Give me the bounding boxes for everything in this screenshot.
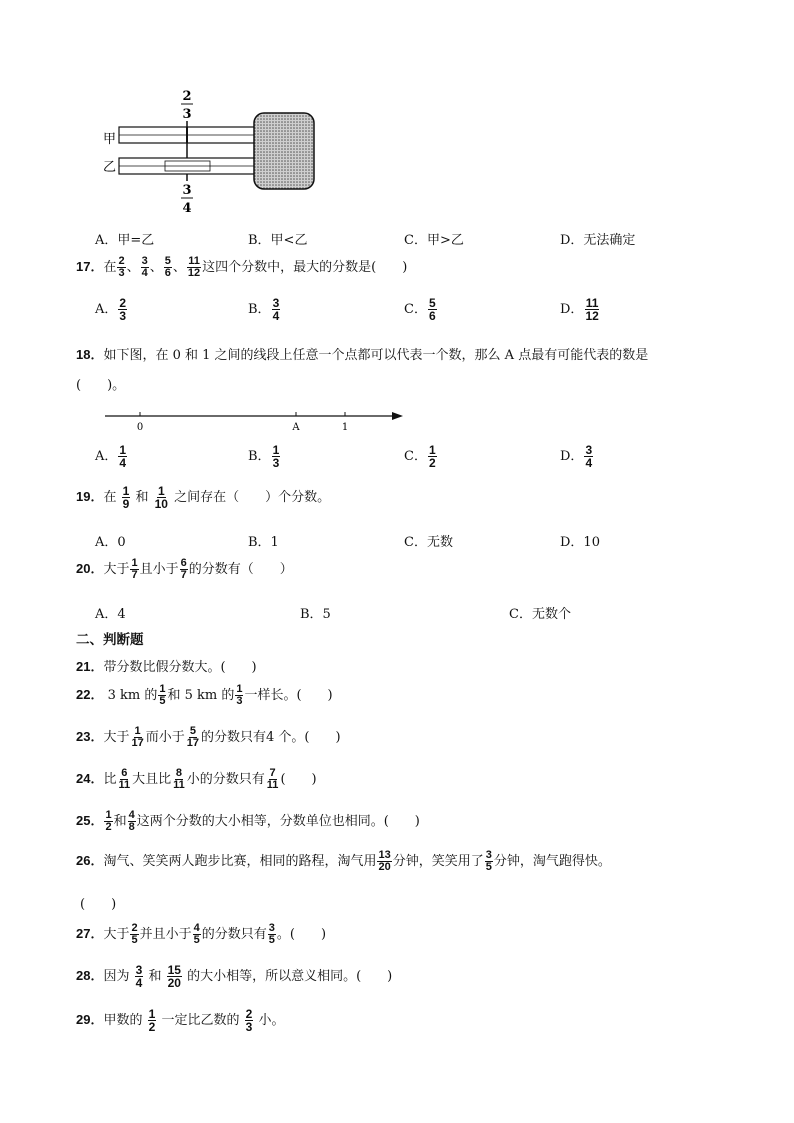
question-number: 18． xyxy=(76,347,104,362)
question-number: 19． xyxy=(76,489,104,504)
fraction: $\frac{5}{6}$ xyxy=(164,255,171,279)
q17-option-d[interactable]: D． $\frac{11}{12}$ xyxy=(560,296,599,323)
question-22: 22． 3 km 的 $\frac{1}{5}$ 和 5 km 的 $\frac{1}{3}$ 一样长。( ) xyxy=(76,683,333,707)
fraction: $\frac{3}{4}$ xyxy=(141,255,148,279)
question-29: 29．甲数的 $\frac{1}{2}$ 一定比乙数的 $\frac{2}{3}$ 小。 xyxy=(76,1007,285,1034)
fig-top-frac-den: 3 xyxy=(182,107,192,122)
question-23: 23．大于 $\frac{1}{17}$ 而小于 $\frac{5}{17}$ 的分数只有4 个。( ) xyxy=(76,725,341,749)
q19-option-d[interactable]: D．10 xyxy=(560,535,600,550)
line-label-one: 1 xyxy=(341,422,349,433)
q20-option-c[interactable]: C．无数个 xyxy=(509,607,571,622)
question-21: 21．带分数比假分数大。( ) xyxy=(76,659,257,675)
question-25: 25． $\frac{1}{2}$ 和 $\frac{4}{8}$ 这两个分数的大小相等，分数单位也相同。( ) xyxy=(76,809,420,833)
line-label-zero: 0 xyxy=(136,422,144,433)
q19-option-c[interactable]: C．无数 xyxy=(404,535,453,550)
question-27: 27．大于 $\frac{2}{5}$ 并且小于 $\frac{4}{5}$ 的分数只有 $\frac{3}{5}$ 。( ) xyxy=(76,922,327,946)
question-number: 20． xyxy=(76,561,104,576)
fraction: $\frac{2}{3}$ xyxy=(118,255,125,279)
q17-option-a[interactable]: A． $\frac{2}{3}$ xyxy=(95,296,127,323)
fig-label-jia: 甲 xyxy=(103,132,117,147)
fig-label-yi: 乙 xyxy=(103,160,117,175)
q18-option-b[interactable]: B． $\frac{1}{3}$ xyxy=(248,443,280,470)
question-number: 17． xyxy=(76,259,104,274)
q16-option-a[interactable]: A．甲=乙 xyxy=(95,233,155,248)
question-19: 19．在 $\frac{1}{9}$ 和 $\frac{1}{10}$ 之间存在（ ）个分数。 xyxy=(76,484,331,511)
question-26: 26．淘气、笑笑两人跑步比赛，相同的路程，淘气用 $\frac{13}{20}$ 分钟，笑笑用了 $\frac{3}{5}$ 分钟，淘气跑得快。 xyxy=(76,849,611,873)
fig-top-frac-num: 2 xyxy=(182,89,192,104)
figure-16 xyxy=(95,85,325,215)
section-heading-judgement: 二、判断题 xyxy=(76,632,144,648)
fraction: $\frac{11}{12}$ xyxy=(187,255,201,279)
q18-option-d[interactable]: D． $\frac{3}{4}$ xyxy=(560,443,593,470)
question-18: 18．如下图，在 0 和 1 之间的线段上任意一个点都可以代表一个数，那么 A 点最有可能代表的数是 xyxy=(76,347,649,363)
question-28: 28．因为 $\frac{3}{4}$ 和 $\frac{15}{20}$ 的大小相等，所以意义相同。( ) xyxy=(76,963,393,990)
fig-bottom-frac-den: 4 xyxy=(182,201,192,215)
q20-option-b[interactable]: B．5 xyxy=(300,607,331,622)
q17-option-b[interactable]: B． $\frac{3}{4}$ xyxy=(248,296,280,323)
q17-option-c[interactable]: C． $\frac{5}{6}$ xyxy=(404,296,436,323)
question-24: 24．比 $\frac{6}{11}$ 大且比 $\frac{8}{11}$ 小的分数只有 $\frac{7}{11}$ ( ) xyxy=(76,767,317,791)
q19-option-a[interactable]: A．0 xyxy=(95,535,126,550)
q19-option-b[interactable]: B．1 xyxy=(248,535,279,550)
question-20: 20．大于 $\frac{1}{7}$ 且小于 $\frac{6}{7}$ 的分数有（ ） xyxy=(76,557,293,581)
question-18-line2: ( )。 xyxy=(76,378,126,393)
q16-option-b[interactable]: B．甲<乙 xyxy=(248,233,308,248)
hatched-block xyxy=(254,113,314,189)
q16-option-d[interactable]: D．无法确定 xyxy=(560,233,636,248)
q18-option-c[interactable]: C． $\frac{1}{2}$ xyxy=(404,443,436,470)
line-label-a: A xyxy=(292,422,300,433)
fig-bottom-frac-num: 3 xyxy=(182,183,192,198)
q20-option-a[interactable]: A．4 xyxy=(95,607,126,622)
q16-option-c[interactable]: C．甲>乙 xyxy=(404,233,464,248)
number-line xyxy=(100,406,410,436)
question-17: 17．在 $\frac{2}{3}$ 、 $\frac{3}{4}$ 、 $\frac{5}{6}$ 、 $\frac{11}{12}$ 这四个分数中，最大的分数是( ) xyxy=(76,255,408,279)
question-26-line2: ( ) xyxy=(80,897,117,912)
q18-option-a[interactable]: A． $\frac{1}{4}$ xyxy=(95,443,127,470)
